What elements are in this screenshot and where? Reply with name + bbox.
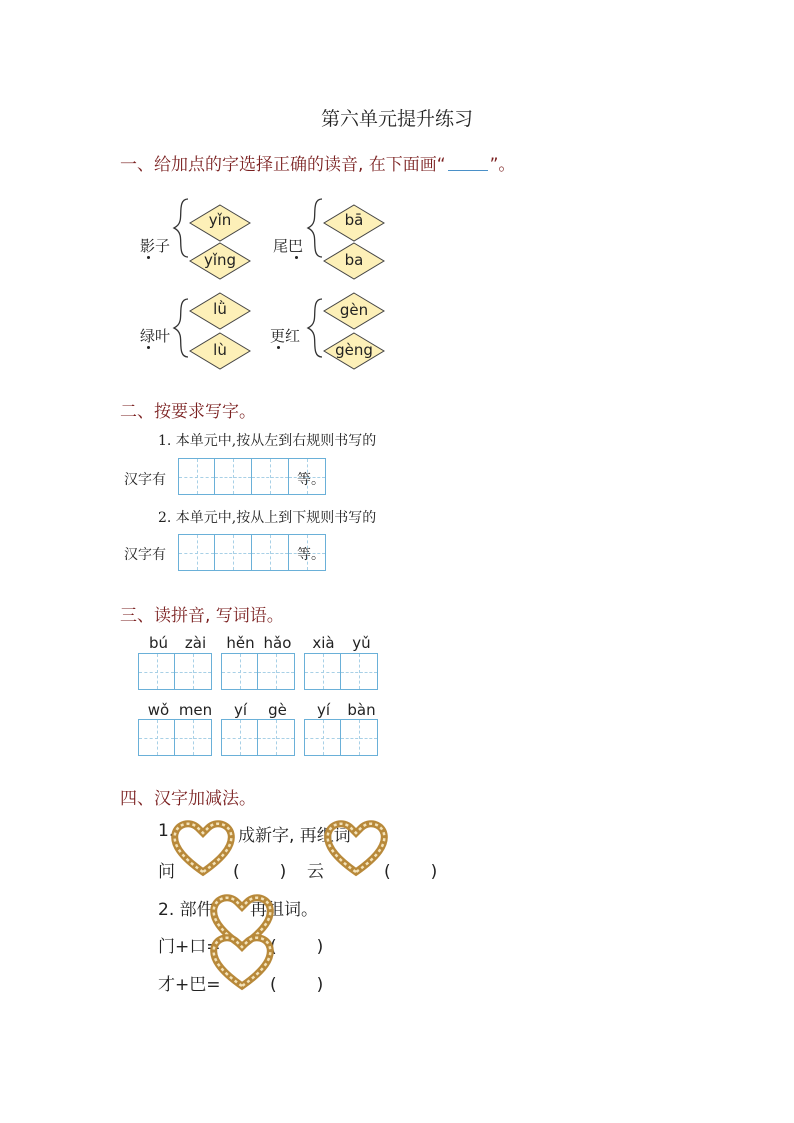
pinyin-label: bàn (347, 701, 376, 719)
q2-prefix: 汉字有 (124, 547, 166, 563)
grid-cell[interactable] (178, 458, 215, 495)
equation-2: 才+巴= (158, 975, 221, 995)
answer-underline-sample (448, 154, 488, 171)
grid-cell[interactable] (341, 719, 378, 756)
grid-cell[interactable] (304, 653, 341, 690)
option-pinyin: lù (213, 341, 227, 359)
q2-instruction: 2. 本单元中,按从上到下规则书写的 (158, 510, 377, 526)
section3-heading: 三、读拼音, 写词语。 (120, 606, 284, 626)
q1-suffix: 等。 (297, 472, 325, 488)
grid-cell[interactable] (304, 719, 341, 756)
grid-cell[interactable] (252, 458, 289, 495)
heart-icon (323, 818, 389, 878)
option-pinyin: yǐn (208, 211, 232, 229)
emphasis-dot (147, 346, 150, 349)
grid-cell[interactable] (215, 458, 252, 495)
grid-cell[interactable] (221, 719, 258, 756)
word-grid-4[interactable] (138, 719, 212, 756)
q4-1-char-a: 问 (158, 862, 175, 882)
option-pinyin: gèn (339, 301, 369, 319)
word-4: 更红 (270, 327, 301, 345)
section1-heading-text: 一、给加点的字选择正确的读音, 在下面画“ (120, 155, 446, 175)
answer-paren[interactable]: ( ) (270, 975, 326, 995)
equation-1: 门+口= (158, 937, 221, 957)
pinyin-label: men (178, 701, 213, 719)
answer-paren[interactable]: ( ) (233, 862, 289, 882)
brace-group-4 (308, 299, 322, 357)
q1-instruction: 1. 本单元中,按从左到右规则书写的 (158, 433, 377, 449)
option-pinyin: lǜ (213, 300, 227, 318)
section4-heading: 四、汉字加减法。 (120, 789, 256, 809)
option-pinyin: yǐng (203, 251, 237, 269)
pinyin-label: wǒ (147, 701, 170, 719)
grid-cell[interactable] (221, 653, 258, 690)
word-2: 尾巴 (273, 237, 304, 255)
q4-1-label: 1. (158, 821, 175, 841)
answer-paren[interactable]: ( ) (384, 862, 440, 882)
q4-2-text: 再组词。 (250, 900, 318, 920)
pinyin-label: yǔ (352, 634, 371, 652)
answer-paren[interactable]: ( ) (270, 937, 326, 957)
grid-cell[interactable] (215, 534, 252, 571)
pinyin-label: hǎo (263, 634, 292, 652)
option-pinyin: bā (344, 211, 364, 229)
word-grid-1[interactable] (138, 653, 212, 690)
grid-cell[interactable] (178, 534, 215, 571)
page-title: 第六单元提升练习 (320, 108, 473, 130)
option-pinyin: ba (344, 251, 364, 269)
grid-cell[interactable] (175, 653, 212, 690)
pinyin-label: xià (312, 634, 335, 652)
grid-cell[interactable] (258, 719, 295, 756)
emphasis-dot (147, 256, 150, 259)
grid-cell[interactable] (138, 653, 175, 690)
section2-heading: 二、按要求写字。 (120, 402, 256, 422)
pinyin-label: gè (268, 701, 287, 719)
word-grid-3[interactable] (304, 653, 378, 690)
grid-cell[interactable] (258, 653, 295, 690)
grid-cell[interactable] (341, 653, 378, 690)
word-grid-2[interactable] (221, 653, 295, 690)
section1-heading-end: ”。 (489, 155, 516, 175)
pinyin-label: yí (233, 701, 248, 719)
pinyin-label: yí (316, 701, 331, 719)
pinyin-label: zài (184, 634, 207, 652)
word-grid-5[interactable] (221, 719, 295, 756)
grid-cell[interactable] (252, 534, 289, 571)
grid-cell[interactable] (138, 719, 175, 756)
q2-suffix: 等。 (297, 547, 325, 563)
grid-cell[interactable] (175, 719, 212, 756)
q4-1-text: 成新字, 再组词 (238, 826, 351, 846)
emphasis-dot (277, 346, 280, 349)
q1-prefix: 汉字有 (124, 472, 166, 488)
word-3: 绿叶 (140, 327, 171, 345)
emphasis-dot (295, 256, 298, 259)
section1-heading (120, 150, 515, 175)
brace-group-2 (308, 199, 322, 257)
word-grid-6[interactable] (304, 719, 378, 756)
heart-icon (170, 818, 236, 878)
brace-group-1 (174, 199, 188, 257)
option-pinyin: gèng (335, 341, 373, 359)
pinyin-label: hěn (226, 634, 255, 652)
q4-1-char-b: 云 (307, 862, 324, 882)
brace-group-3 (174, 299, 188, 357)
heart-icon (209, 932, 275, 992)
word-1: 影子 (140, 237, 171, 255)
pinyin-label: bú (148, 634, 169, 652)
q4-2-label: 2. 部件 (158, 900, 214, 920)
